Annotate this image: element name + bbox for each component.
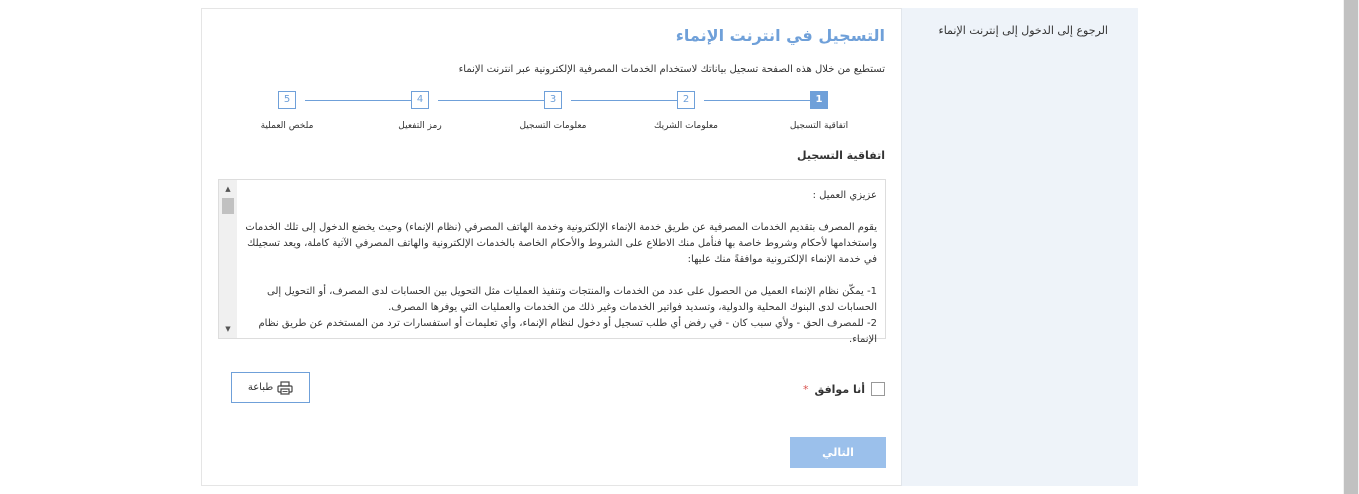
agreement-item-2: 2- للمصرف الحق - ولأي سبب كان - في رفض أي طلب تسجيل أو دخول لنظام الإنماء، وأي تعليمات أو استفسارات ترد من المستخدم عن طريق نظام الإنماء.	[258, 318, 877, 345]
next-button[interactable]: التالي	[790, 437, 886, 468]
agree-row	[803, 381, 885, 397]
scroll-up-icon[interactable]: ▲	[225, 185, 231, 193]
step-1-box: 1	[810, 91, 828, 109]
print-button[interactable]	[231, 372, 310, 403]
agreement-greeting: عزيزي العميل :	[812, 190, 877, 201]
step-4-box: 4	[411, 91, 429, 109]
step-3-label: معلومات التسجيل	[519, 121, 587, 131]
sidebar	[901, 8, 1138, 486]
page-title: التسجيل في انترنت الإنماء	[675, 26, 885, 45]
agree-checkbox[interactable]	[871, 382, 885, 396]
page-scrollbar-thumb[interactable]	[1344, 0, 1358, 494]
registration-panel	[201, 8, 901, 486]
page-scrollbar[interactable]	[1343, 0, 1359, 494]
agreement-scrollbar-thumb[interactable]	[222, 198, 234, 214]
step-5-box: 5	[278, 91, 296, 109]
step-2-box: 2	[677, 91, 695, 109]
agreement-section-title: اتفاقية التسجيل	[797, 149, 885, 162]
progress-stepper	[202, 91, 902, 141]
agreement-content	[241, 180, 877, 348]
scroll-down-icon[interactable]: ▼	[225, 325, 231, 333]
agreement-scrollbar[interactable]	[219, 180, 237, 338]
agreement-textbox[interactable]	[218, 179, 886, 345]
printer-icon	[277, 381, 293, 395]
step-2-label: معلومات الشريك	[653, 121, 718, 131]
step-5-label: ملخص العملية	[260, 121, 314, 131]
agree-label[interactable]: أنا موافق	[814, 382, 865, 396]
required-mark: *	[803, 382, 809, 396]
step-4-label: رمز التفعيل	[398, 121, 442, 131]
agreement-paragraph: يقوم المصرف بتقديم الخدمات المصرفية عن طريق خدمة الإنماء الإلكترونية وخدمة الهاتف المصرفي (نظام الإنماء) وحيث يخضع الدخول إلى تلك الخدمات واستخدامها لأحكام وشروط خاصة بها فنأمل منك الاطلاع على الشروط والأحكام الخاصة بالخدمات الإلكترونية والهاتف المصرفي الآتية كاملة، ويعد تسجيلك في خدمة الإنماء الإلكترونية موافقةً منك عليها:	[245, 222, 877, 265]
print-button-label: طباعة	[247, 382, 274, 393]
agreement-item-1: 1- يمكّن نظام الإنماء العميل من الحصول على عدد من الخدمات والمنتجات وتنفيذ العمليات مثل التحويل بين الحسابات لدى المصرف، أو التحويل إلى الحسابات لدى البنوك المحلية والدولية، وتسديد فواتير الخدمات وغير ذلك من الخدمات والعمليات التي يوفرها المصرف.	[267, 286, 877, 313]
page-intro: تستطيع من خلال هذه الصفحة تسجيل بياناتك لاستخدام الخدمات المصرفية الإلكترونية عبر انترنت الإنماء	[458, 64, 885, 75]
back-to-login-link[interactable]: الرجوع إلى الدخول إلى إنترنت الإنماء	[938, 24, 1108, 37]
step-1-label: اتفاقية التسجيل	[789, 121, 849, 131]
step-3-box: 3	[544, 91, 562, 109]
